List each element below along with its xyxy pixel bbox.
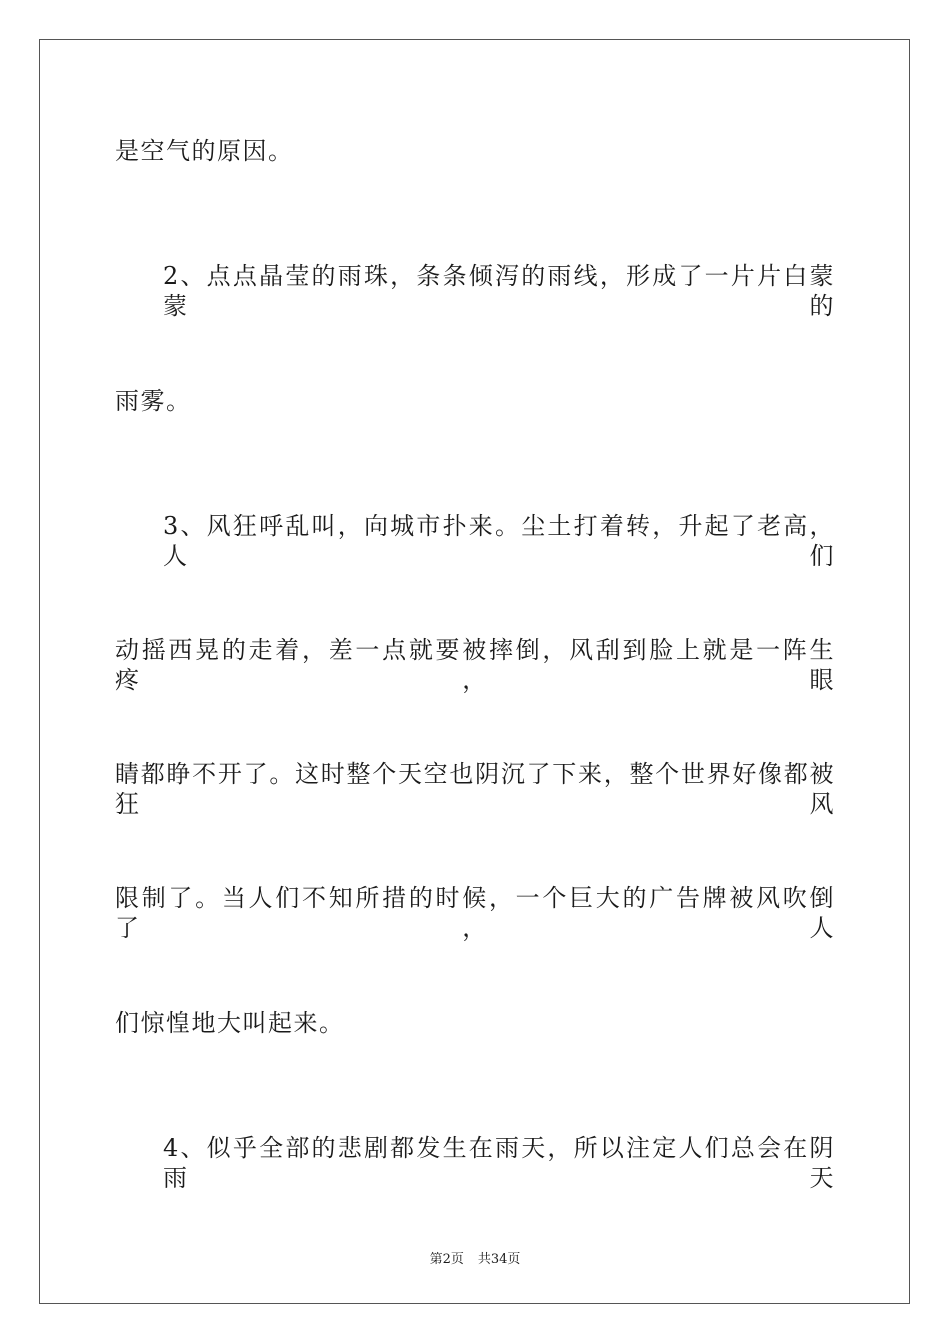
- text-line-1: 是空气的原因。: [115, 137, 294, 165]
- text-line-3: 雨雾。: [115, 387, 192, 415]
- page-number: 第2页: [429, 1252, 464, 1267]
- text-line-9: 4、似乎全部的悲剧都发生在雨天，所以注定人们总会在阴雨天: [163, 1134, 835, 1192]
- text-line-6: 睛都睁不开了。这时整个天空也阴沉了下来，整个世界好像都被狂风: [115, 760, 835, 818]
- text-line-5: 动摇西晃的走着，差一点就要被摔倒，风刮到脸上就是一阵生疼，眼: [115, 636, 835, 694]
- page-total: 共34页: [477, 1252, 521, 1267]
- page-footer: [0, 1248, 950, 1267]
- text-line-4: 3、风狂呼乱叫，向城市扑来。尘土打着转，升起了老高，人们: [163, 512, 835, 570]
- text-line-8: 们惊惶地大叫起来。: [115, 1009, 345, 1037]
- text-line-7: 限制了。当人们不知所措的时候，一个巨大的广告牌被风吹倒了，人: [115, 884, 835, 942]
- text-line-2: 2、点点晶莹的雨珠，条条倾泻的雨线，形成了一片片白蒙蒙的: [163, 262, 835, 320]
